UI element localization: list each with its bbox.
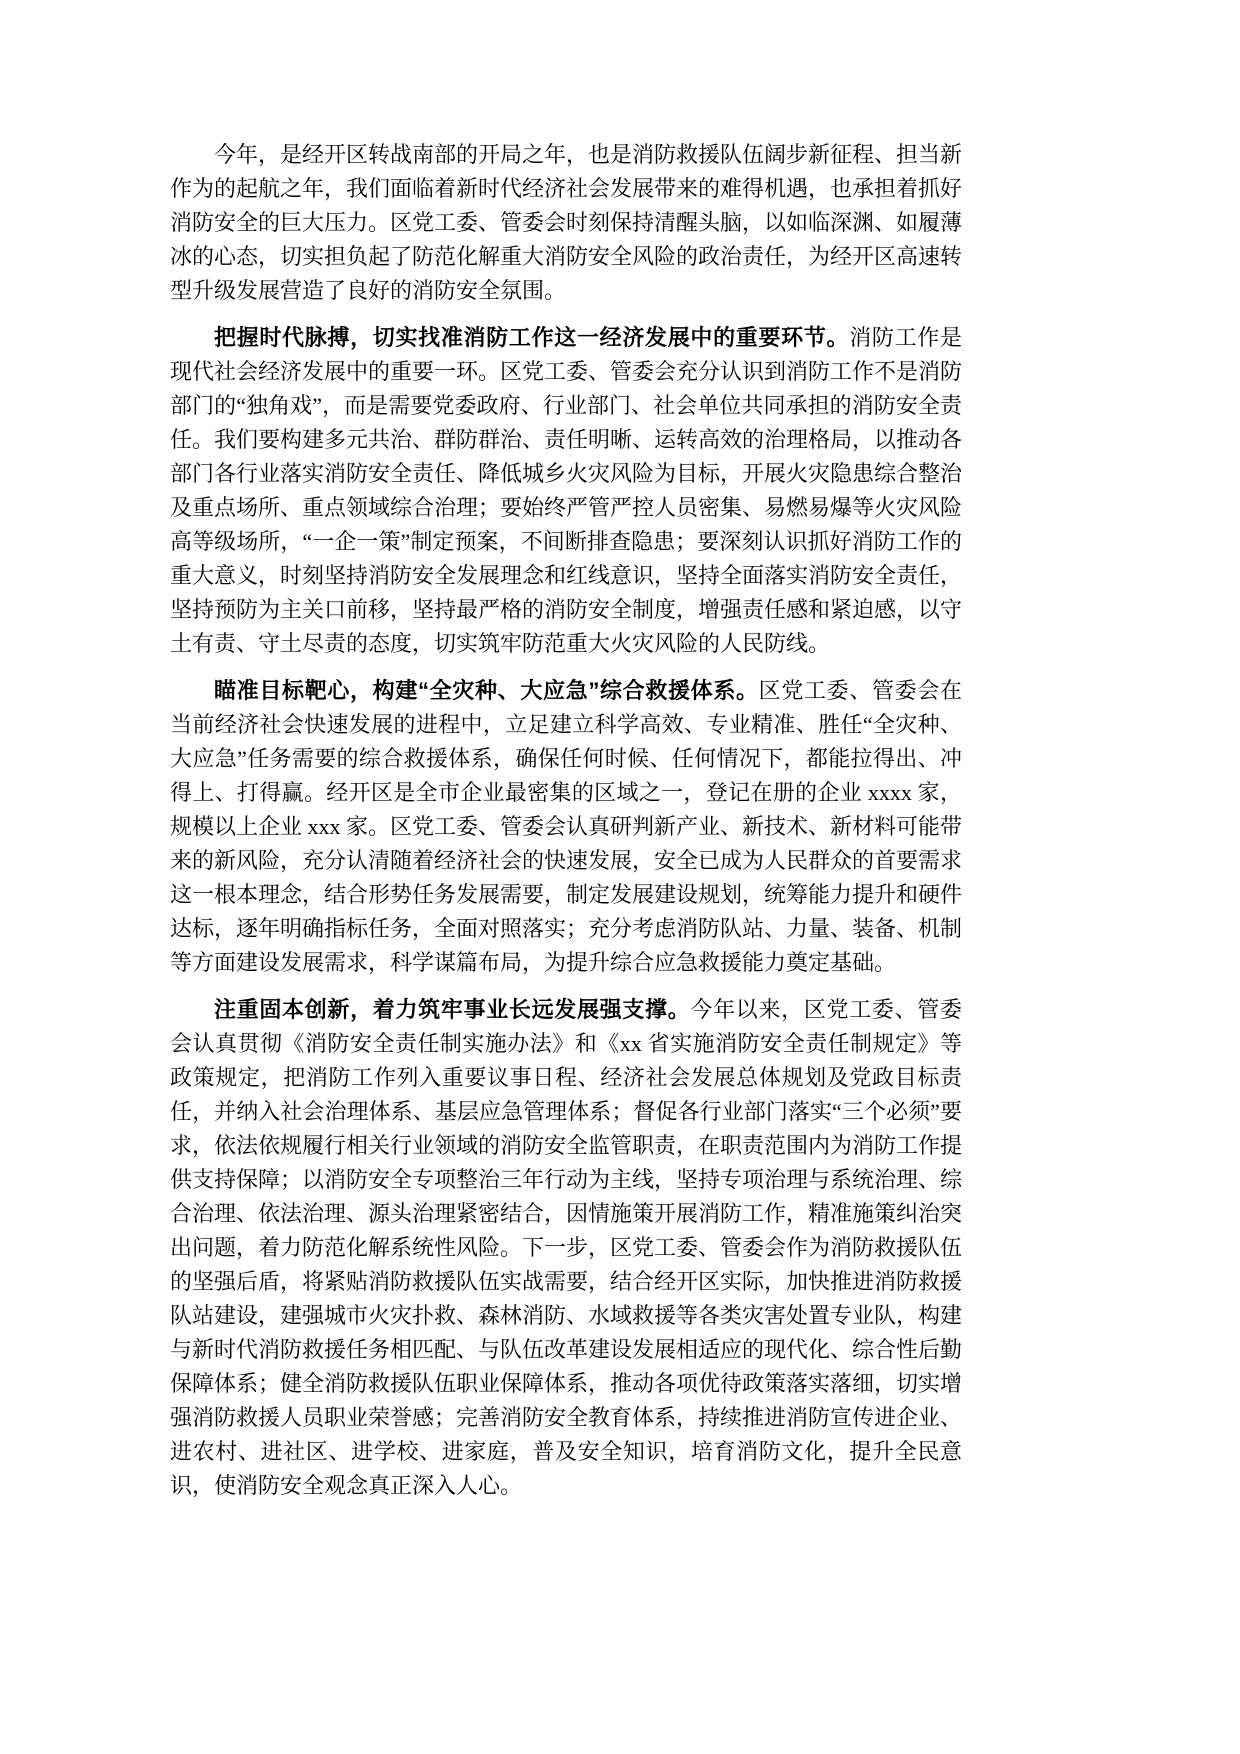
paragraph-grasp-era: [170, 321, 962, 661]
paragraph-innovation-support: [170, 993, 962, 1503]
paragraph-target-goal: [170, 674, 962, 980]
paragraph-text: 消防工作是现代社会经济发展中的重要一环。区党工委、管委会充分认识到消防工作不是消防部门的“独角戏”，而是需要党委政府、行业部门、社会单位共同承担的消防安全责任。我们要构建多元共治、群防群治、责任明晰、运转高效的治理格局，以推动各部门各行业落实消防安全责任、降低城乡火灾风险为目标，开展火灾隐患综合整治及重点场所、重点领域综合治理；要始终严管严控人员密集、易燃易爆等火灾风险高等级场所，“一企一策”制定预案，不间断排查隐患；要深刻认识抓好消防工作的重大意义，时刻坚持消防安全发展理念和红线意识，坚持全面落实消防安全责任，坚持预防为主关口前移，坚持最严格的消防安全制度，增强责任感和紧迫感，以守土有责、守土尽责的态度，切实筑牢防范重大火灾风险的人民防线。: [170, 325, 963, 656]
paragraph-text: 今年以来，区党工委、管委会认真贯彻《消防安全责任制实施办法》和《xx 省实施消防安全责任制规定》等政策规定，把消防工作列入重要议事日程、经济社会发展总体规划及党政目标责任，并纳入社会治理体系、基层应急管理体系；督促各行业部门落实“三个必须”要求，依法依规履行相关行业领域的消防安全监管职责，在职责范围内为消防工作提供支持保障；以消防安全专项整治三年行动为主线，坚持专项治理与系统治理、综合治理、依法治理、源头治理紧密结合，因情施策开展消防工作，精准施策纠治突出问题，着力防范化解系统性风险。下一步，区党工委、管委会作为消防救援队伍的坚强后盾，将紧贴消防救援队伍实战需要，结合经开区实际，加快推进消防救援队站建设，建强城市火灾扑救、森林消防、水域救援等各类灾害处置专业队，构建与新时代消防救援任务相匹配、与队伍改革建设发展相适应的现代化、综合性后勤保障体系；健全消防救援队伍职业保障体系，推动各项优待政策落实落细，切实增强消防救援人员职业荣誉感；完善消防安全教育体系，持续推进消防宣传进企业、进农村、进社区、进学校、进家庭，普及安全知识，培育消防文化，提升全民意识，使消防安全观念真正深入人心。: [170, 997, 963, 1498]
paragraph-intro: [170, 138, 962, 308]
paragraph-lead: 瞄准目标靶心，构建“全灾种、大应急”综合救援体系。: [214, 678, 759, 703]
paragraph-text: 区党工委、管委会在当前经济社会快速发展的进程中，立足建立科学高效、专业精准、胜任“全灾种、大应急”任务需要的综合救援体系，确保任何时候、任何情况下，都能拉得出、冲得上、打得赢。经开区是全市企业最密集的区域之一，登记在册的企业 xxxx 家，规模以上企业 xxx 家。区党工委、管委会认真研判新产业、新技术、新材料可能带来的新风险，充分认清随着经济社会的快速发展，安全已成为人民群众的首要需求这一根本理念，结合形势任务发展需要，制定发展建设规划，统筹能力提升和硬件达标，逐年明确指标任务，全面对照落实；充分考虑消防队站、力量、装备、机制等方面建设发展需求，科学谋篇布局，为提升综合应急救援能力奠定基础。: [170, 678, 963, 975]
document-body: [170, 138, 962, 1516]
paragraph-text: 今年，是经开区转战南部的开局之年，也是消防救援队伍阔步新征程、担当新作为的起航之年，我们面临着新时代经济社会发展带来的难得机遇，也承担着抓好消防安全的巨大压力。区党工委、管委会时刻保持清醒头脑，以如临深渊、如履薄冰的心态，切实担负起了防范化解重大消防安全风险的政治责任，为经开区高速转型升级发展营造了良好的消防安全氛围。: [170, 142, 963, 303]
paragraph-lead: 把握时代脉搏，切实找准消防工作这一经济发展中的重要环节。: [214, 325, 850, 350]
paragraph-lead: 注重固本创新，着力筑牢事业长远发展强支撑。: [214, 997, 691, 1022]
